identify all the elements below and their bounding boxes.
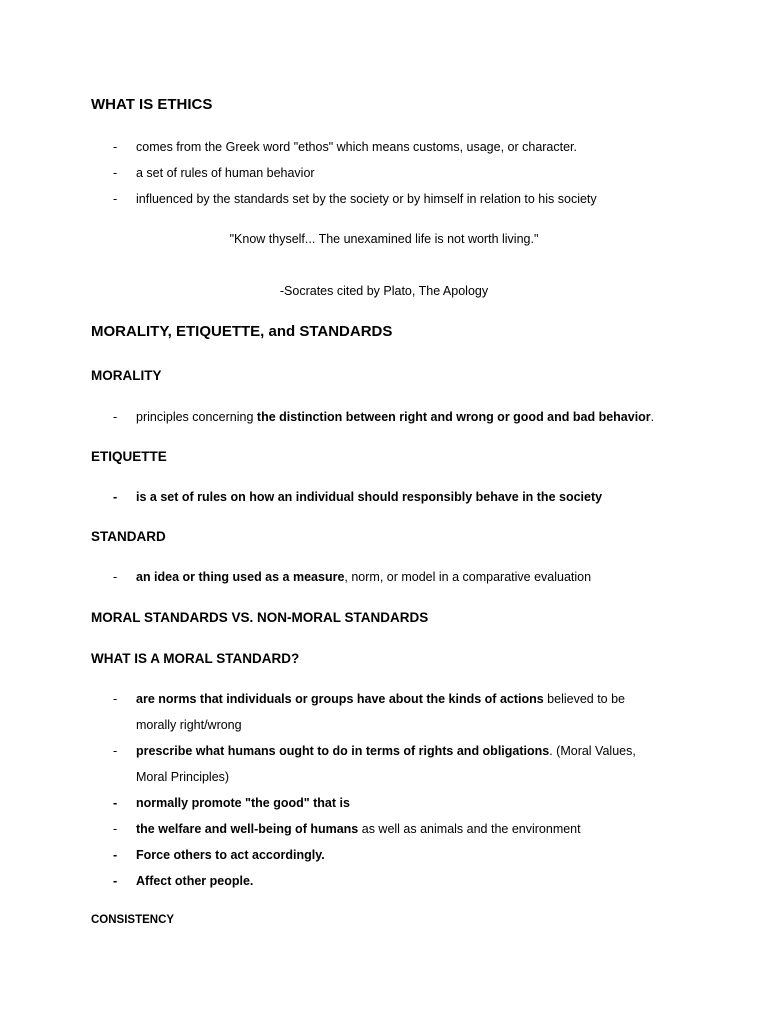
ms-b4-normal: as well as animals and the environment: [358, 822, 581, 836]
heading-morality: MORALITY: [91, 368, 162, 383]
ethics-bullet-2: a set of rules of human behavior: [136, 166, 315, 180]
moral-standard-bullet-4: [136, 816, 676, 842]
moral-standard-bullet-5: Force others to act accordingly.: [136, 848, 325, 862]
heading-etiquette: ETIQUETTE: [91, 449, 167, 464]
standard-text-normal: , norm, or model in a comparative evaluation: [344, 570, 592, 584]
ms-b1-normal: believed to be morally right/wrong: [136, 692, 626, 732]
bullet-dash: -: [113, 570, 118, 584]
morality-text-bold: the distinction between right and wrong or good and bad behavior: [256, 410, 651, 424]
etiquette-bullet: is a set of rules on how an individual should responsibly behave in the society: [136, 490, 603, 504]
moral-standard-bullet-6: Affect other people.: [136, 874, 254, 888]
bullet-dash: -: [113, 140, 118, 154]
morality-bullet: [136, 404, 676, 430]
heading-morality-etiquette-standards: MORALITY, ETIQUETTE, and STANDARDS: [91, 323, 393, 340]
ethics-bullet-1: comes from the Greek word "ethos" which means customs, usage, or character.: [136, 140, 578, 154]
bullet-dash: -: [113, 744, 118, 758]
moral-standard-bullet-2: [136, 738, 666, 790]
ms-b4-bold: the welfare and well-being of humans: [136, 822, 359, 836]
bullet-dash: -: [113, 848, 118, 862]
bullet-dash: -: [113, 490, 118, 504]
heading-what-is-ethics: WHAT IS ETHICS: [91, 96, 213, 113]
bullet-dash: -: [113, 822, 118, 836]
moral-standard-bullet-3: normally promote "the good" that is: [136, 796, 350, 810]
morality-text-normal: principles concerning: [136, 410, 257, 424]
bullet-dash: -: [113, 796, 118, 810]
bullet-dash: -: [113, 874, 118, 888]
moral-standard-bullet-1: [136, 686, 661, 738]
ms-b1-bold: are norms that individuals or groups have about the kinds of actions: [136, 692, 544, 706]
bullet-dash: -: [113, 166, 118, 180]
heading-moral-vs-nonmoral: MORAL STANDARDS VS. NON-MORAL STANDARDS: [91, 610, 429, 625]
heading-what-is-moral-standard: WHAT IS A MORAL STANDARD?: [91, 651, 300, 666]
ms-b2-normal: . (Moral Values, Moral Principles): [136, 744, 636, 784]
heading-consistency: CONSISTENCY: [91, 914, 175, 926]
heading-standard: STANDARD: [91, 529, 166, 544]
ethics-bullet-3: influenced by the standards set by the society or by himself in relation to his society: [136, 192, 597, 206]
socrates-quote: "Know thyself... The unexamined life is not worth living.": [229, 232, 539, 246]
bullet-dash: -: [113, 192, 118, 206]
ms-b2-bold: prescribe what humans ought to do in terms of rights and obligations: [136, 744, 550, 758]
bullet-dash: -: [113, 410, 118, 424]
standard-bullet: [136, 564, 676, 590]
morality-text-end: .: [650, 410, 655, 424]
standard-text-bold: an idea or thing used as a measure: [136, 570, 345, 584]
bullet-dash: -: [113, 692, 118, 706]
quote-attribution: -Socrates cited by Plato, The Apology: [279, 284, 489, 298]
